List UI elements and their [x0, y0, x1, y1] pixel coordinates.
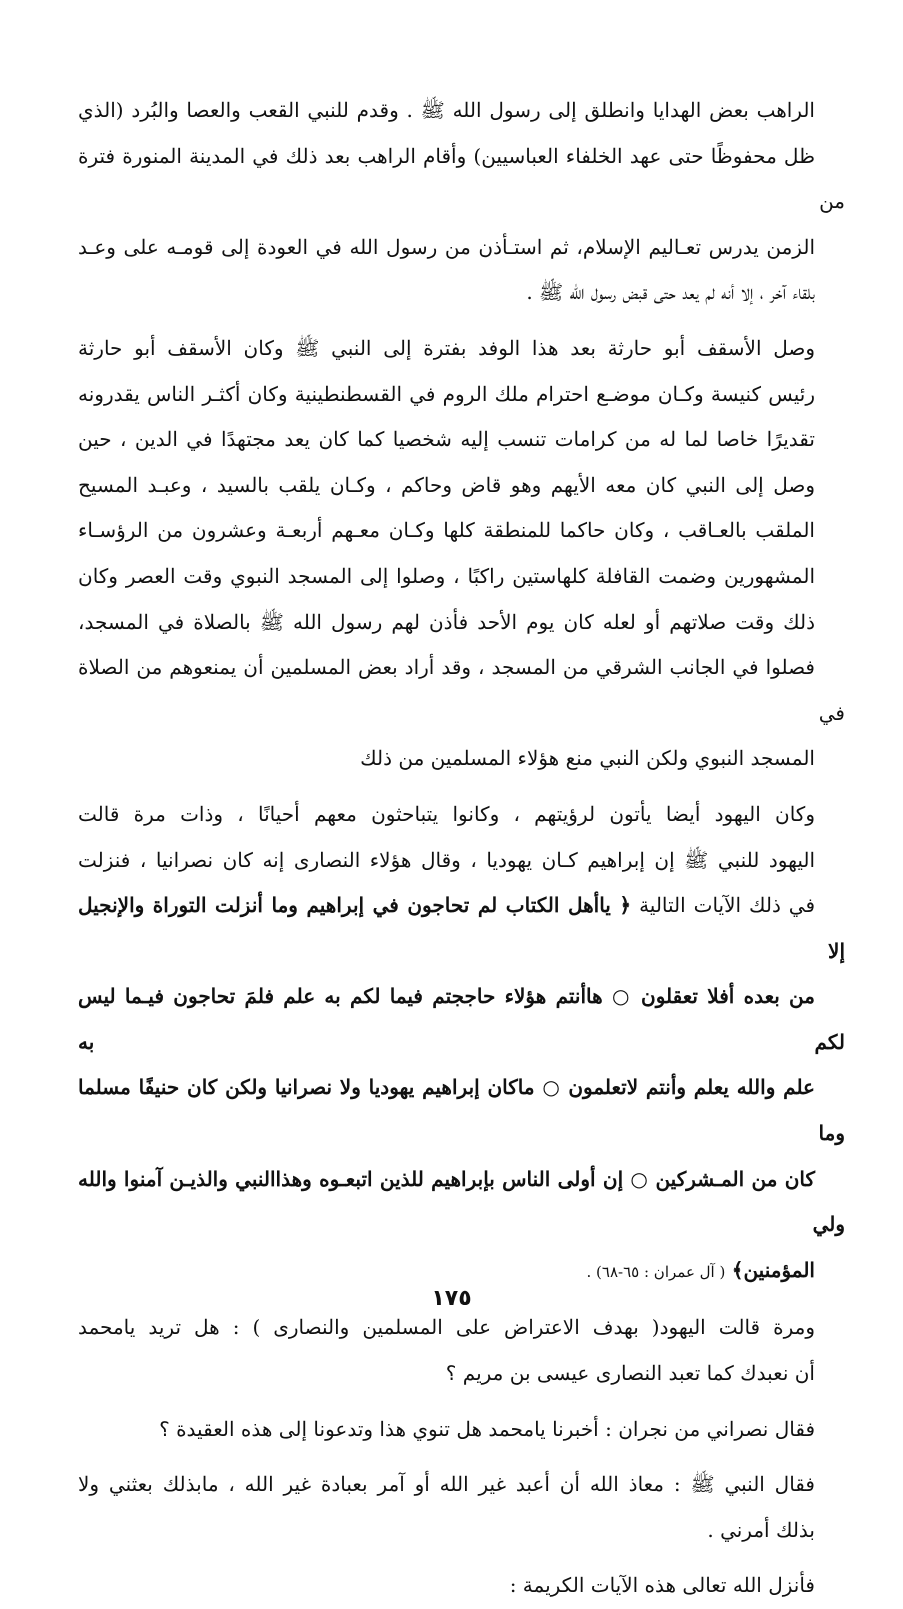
text-line: فقال النبي ﷺ : معاذ الله أن أعبد غير الله أو آمر بعبادة غير الله ، مابذلك بعثني ولا: [78, 1472, 815, 1497]
quran-verse: علم والله يعلم وأنتم لاتعلمون ○ ماكان إبراهيم يهوديا ولا نصرانيا ولكن كان حنيفًا مسلما وما: [78, 1075, 845, 1146]
quran-intro-line: [78, 883, 845, 974]
quran-verse: كان من المـشركين ○ إن أولى الناس بإبراهيم للذين اتبعـوه وهذاالنبي والذيـن آمنوا والله ولي: [78, 1166, 845, 1237]
text-line: الزمن يدرس تعـاليم الإسلام، ثم استـأذن من رسول الله في العودة إلى قومـه على وعـد: [78, 234, 815, 259]
quran-verse: من بعده أفلا تعقلون ○ هاأنتم هؤلاء حاججتم فيما لكم به علم فلمَ تحاجون فيـما ليس لكم به: [78, 984, 845, 1054]
paragraph-5: [78, 1407, 845, 1453]
paragraph-3: [78, 792, 845, 1296]
text-line: تقديرًا خاصا لما له من كرامات تنسب إليه شخصيا كما كان يعد مجتهدًا في الدين ، حين: [78, 427, 815, 452]
paragraph-4: [78, 1305, 845, 1396]
text-line: الراهب بعض الهدايا وانطلق إلى رسول الله ﷺ . وقدم للنبي القعب والعصا والبُرد (الذي: [78, 98, 815, 122]
text-line: فأنزل الله تعالى هذه الآيات الكريمة :: [509, 1573, 815, 1598]
text-line: ظل محفوظًا حتى عهد الخلفاء العباسيين) وأقام الراهب بعد ذلك في المدينة المنورة فترة من: [78, 143, 845, 214]
page-body: [78, 88, 845, 1609]
paragraph-6: [78, 1462, 845, 1553]
text-line: وصل إلى النبي كان معه الأيهم وهو قاض وحاكم ، وكـان يلقب بالسيد ، وعبـد المسيح: [78, 472, 815, 497]
text-line: المسجد النبوي ولكن النبي منع هؤلاء المسلمين من ذلك: [360, 746, 815, 771]
text-line: فصلوا في الجانب الشرقي من المسجد ، وقد أراد بعض المسلمين أن يمنعوهم من الصلاة في: [78, 655, 845, 725]
text-line: بذلك أمرني .: [707, 1517, 815, 1542]
text-line: المشهورين وضمت القافلة كلهاستين راكبًا ، وصلوا إلى المسجد النبوي وقت العصر وكان: [78, 563, 815, 588]
text-line: بلقاء آخر ، إلا أنه لم يعد حتى قبض رسول الله ﷺ .: [526, 280, 815, 305]
quran-verse: المؤمنين﴾: [731, 1257, 815, 1282]
text-line: ومرة قالت اليهود( بهدف الاعتراض على المسلمين والنصارى ) : هل تريد يامحمد: [78, 1315, 815, 1340]
text-line: أن نعبدك كما تعبد النصارى عيسى بن مريم ؟: [445, 1361, 815, 1386]
text-line: وصل الأسقف أبو حارثة بعد هذا الوفد بفترة إلى النبي ﷺ وكان الأسقف أبو حارثة: [78, 335, 815, 360]
quran-intro: في ذلك الآيات التالية: [639, 893, 816, 918]
paragraph-2: [78, 326, 845, 782]
quran-verse: ﴿ ياأهل الكتاب لم تحاجون في إبراهيم وما أنزلت التوراة والإنجيل إلا: [78, 893, 845, 963]
page-number: ١٧٥: [431, 1286, 472, 1311]
quran-citation: ( آل عمران : ٦٥-٦٨) .: [586, 1262, 726, 1281]
text-line: الملقب بالعـاقب ، وكان حاكما للمنطقة كلها وكـان معـهم أربعـة وعشرون من الرؤسـاء: [78, 518, 815, 543]
text-line: فقال نصراني من نجران : أخبرنا يامحمد هل تنوي هذا وتدعونا إلى هذه العقيدة ؟: [159, 1416, 815, 1441]
text-line: اليهود للنبي ﷺ إن إبراهيم كـان يهوديا ، وقال هؤلاء النصارى إنه كان نصرانيا ، فنزلت: [78, 847, 815, 872]
text-line: ذلك وقت صلاتهم أو لعله كان يوم الأحد فأذن لهم رسول الله ﷺ بالصلاة في المسجد،: [78, 609, 815, 634]
paragraph-7: [78, 1563, 845, 1609]
paragraph-1: [78, 88, 845, 316]
text-line: رئيس كنيسة وكـان موضـع احترام ملك الروم في القسطنطينية وكان أكثـر الناس يقدرونه: [78, 381, 815, 406]
text-line: وكان اليهود أيضا يأتون لرؤيتهم ، وكانوا يتباحثون معهم أحيانًا ، وذات مرة قالت: [78, 801, 815, 826]
